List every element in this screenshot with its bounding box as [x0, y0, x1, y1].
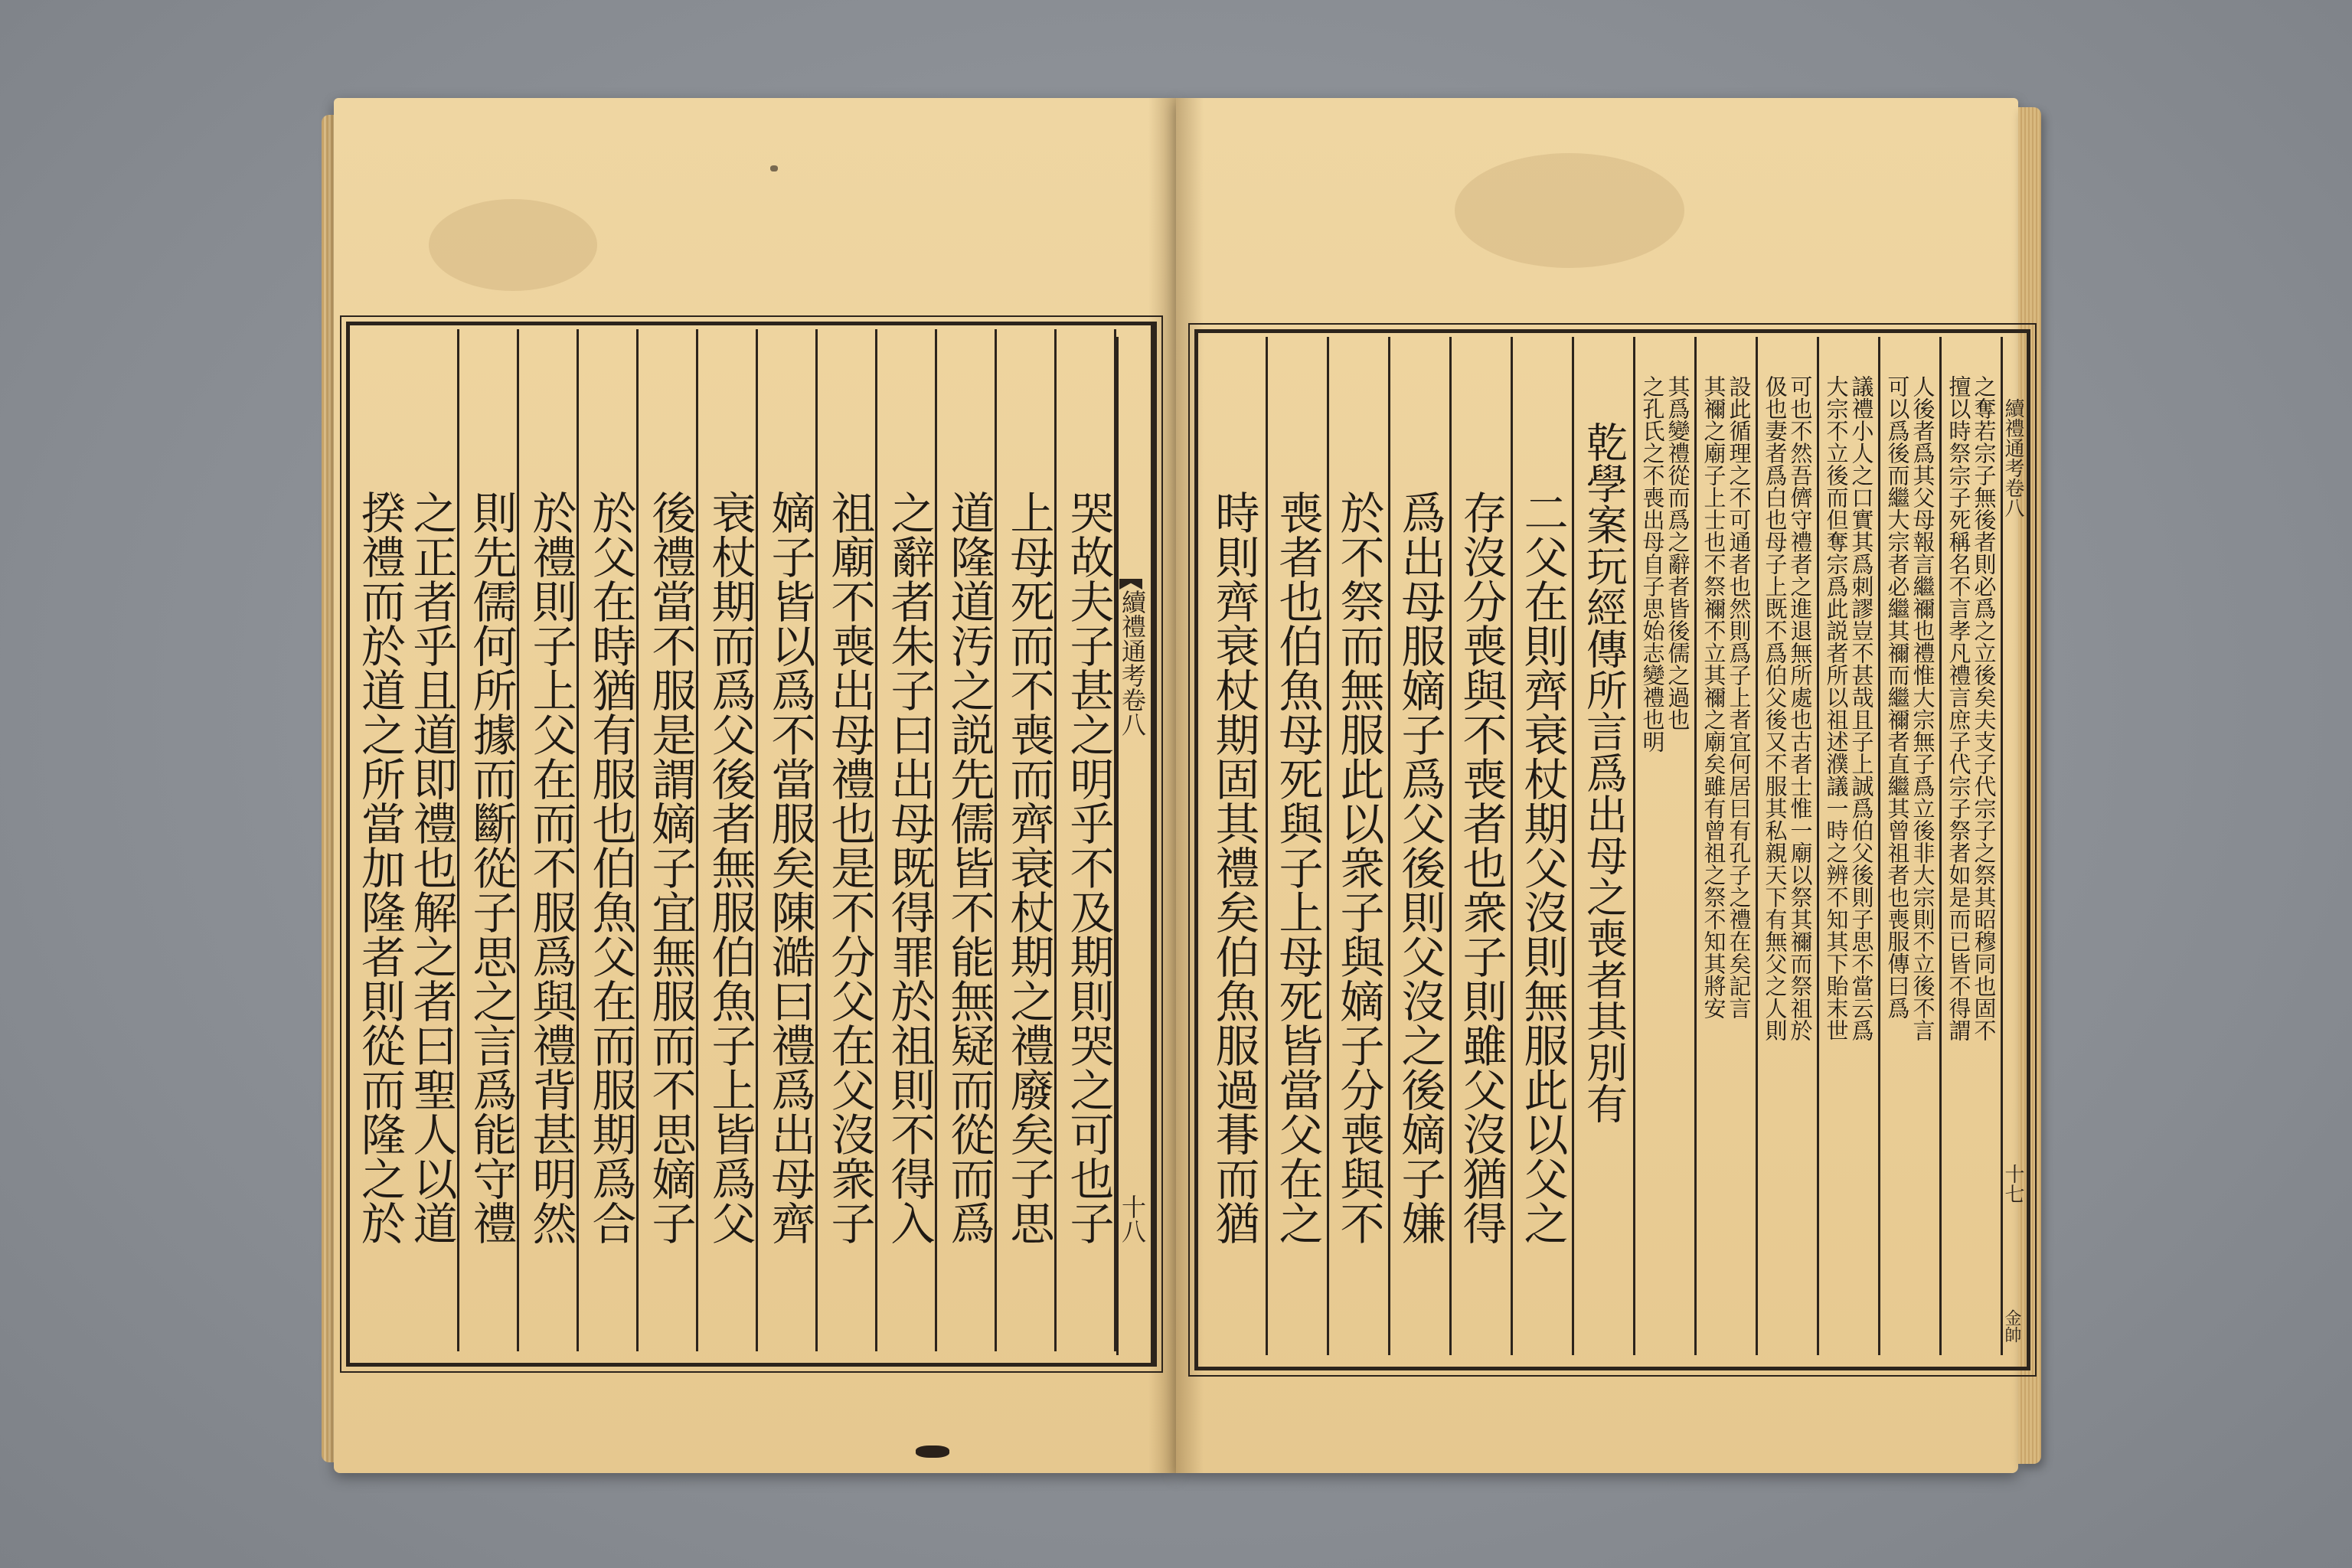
commentary-line: 可也不然吾儕守禮者之進退無所處也古者士惟一廟以祭其禰而祭祖於 [1787, 375, 1814, 1041]
left-column-9 [585, 329, 639, 1351]
commentary-pair [1886, 375, 1934, 1041]
printer-mark: 金帥 [2002, 1309, 2021, 1343]
column-text: 揆禮而於道之所當加隆者則從而隆之於 [354, 490, 406, 1245]
commentary-pair [1825, 375, 1873, 1041]
left-centre-strip [1116, 337, 1148, 1355]
volume-title-fragment: 續禮通考卷八 [2001, 398, 2024, 518]
commentary-line: 其禰之廟子上士也不祭禰不立其禰之廟矣雖有曾祖之祭不知其將安 [1700, 375, 1727, 1019]
column-text: 喪者也伯魚母死與子上母死皆當父在之 [1271, 490, 1324, 1245]
commentary-column-5 [1880, 337, 1942, 1355]
heading-text: 乾學案玩經傳所言爲出母之喪者其別有 [1579, 421, 1628, 1124]
column-text: 爲出母服嫡子爲父後則父沒之後嫡子嫌 [1393, 490, 1446, 1245]
left-column-4 [884, 329, 937, 1351]
column-text: 之辭者朱子曰出母既得罪於祖則不得入 [883, 490, 936, 1245]
column-text: 於父在時猶有服也伯魚父在而服期爲合 [584, 490, 637, 1245]
right-heading-column [1574, 337, 1635, 1355]
right-column-5 [1452, 337, 1513, 1355]
column-text: 於不祭而無服此以衆子與嫡子分喪與不 [1332, 490, 1385, 1245]
column-text: 哭故夫子甚之明乎不及期則哭之可也子 [1062, 490, 1115, 1245]
right-column-4 [1390, 337, 1452, 1355]
leaf-number: 十八 [1118, 1194, 1147, 1243]
column-text: 衰杖期而爲父後者無服伯魚子上皆爲父 [704, 490, 756, 1245]
left-column-1 [1063, 329, 1116, 1351]
volume-title: 續禮通考卷八 [1118, 590, 1147, 737]
commentary-line: 設此循理之不可通者也然則爲子上者宜何居曰有孔子之禮在矣記言 [1726, 375, 1753, 1019]
left-column-3 [943, 329, 997, 1351]
paper-stain [1455, 153, 1684, 268]
commentary-column-3 [1758, 337, 1819, 1355]
commentary-line: 之奪若宗子無後者則必爲之立後矣夫支子代宗子之祭其昭穆同也固不 [1971, 375, 1998, 1041]
commentary-line: 議禮小人之口實其爲刺謬豈不甚哉且子上誠爲伯父後則子思不當云爲 [1848, 375, 1875, 1041]
left-column-11 [466, 329, 519, 1351]
left-column-13 [354, 329, 406, 1351]
ink-speck [770, 165, 778, 172]
commentary-column-4 [1819, 337, 1880, 1355]
column-text: 於禮則子上父在而不服爲與禮背甚明然 [524, 490, 577, 1245]
column-text: 嫡子皆以爲不當服矣陳澔曰禮爲出母齊 [763, 490, 816, 1245]
right-column-2 [1268, 337, 1329, 1355]
column-text: 時則齊衰杖期固其禮矣伯魚服過朞而猶 [1207, 490, 1260, 1245]
column-text: 祖廟不喪出母禮也是不分父在父沒衆子 [823, 490, 876, 1245]
commentary-line: 伋也妻者爲白也母子上既不爲伯父後又不服其私親天下有無父之人則 [1762, 375, 1788, 1041]
left-column-7 [704, 329, 758, 1351]
left-column-5 [824, 329, 877, 1351]
paper-stain [429, 199, 597, 291]
commentary-line: 大宗不立後而但奪宗爲此説者所以祖述濮議一時之辨不知其下貽末世 [1823, 375, 1850, 1041]
left-column-8 [645, 329, 698, 1351]
commentary-line: 之孔氏之不喪出母自子思始志變禮也明 [1639, 375, 1666, 753]
commentary-line: 可以爲後而繼大宗者必繼其禰而繼禰者直繼其曾祖者也喪服傳曰爲 [1884, 375, 1911, 1019]
left-column-2 [1003, 329, 1057, 1351]
left-column-6 [764, 329, 818, 1351]
commentary-line: 其爲變禮從而爲之辭者皆後儒之過也 [1664, 375, 1691, 730]
column-text: 二父在則齊衰杖期父沒則無服此以父之 [1516, 490, 1569, 1245]
commentary-pair [1639, 375, 1691, 753]
commentary-pair [1762, 375, 1814, 1041]
commentary-pair [1945, 375, 1998, 1041]
column-text: 之正者乎且道即禮也解之者曰聖人以道 [405, 490, 458, 1245]
column-text: 存沒分喪與不喪者也衆子則雖父沒猶得 [1455, 490, 1508, 1245]
column-text: 則先儒何所據而斷從子思之言爲能守禮 [465, 490, 518, 1245]
column-text: 上母死而不喪而齊衰杖期之禮廢矣子思 [1002, 490, 1055, 1245]
column-text: 後禮當不服是謂嫡子宜無服而不思嫡子 [644, 490, 697, 1245]
left-column-10 [525, 329, 579, 1351]
commentary-column-1 [1635, 337, 1697, 1355]
ink-blot [916, 1446, 949, 1458]
commentary-line: 人後者爲其父母報言繼禰也禮惟大宗無子爲立後非大宗則不立後不言 [1909, 375, 1936, 1041]
right-column-3 [1329, 337, 1390, 1355]
left-column-12 [406, 329, 459, 1351]
commentary-column-6 [1942, 337, 2003, 1355]
commentary-column-2 [1697, 337, 1758, 1355]
right-column-1 [1202, 337, 1268, 1355]
commentary-line: 擅以時祭宗子死稱名不言孝凡禮言庶子代宗子祭者如是而已皆不得謂 [1945, 375, 1972, 1041]
commentary-pair [1700, 375, 1753, 1019]
right-centre-strip [2001, 337, 2024, 1355]
right-column-6 [1513, 337, 1574, 1355]
leaf-number-fragment: 十七 [2001, 1164, 2024, 1204]
column-text: 道隆道汚之説先儒皆不能無疑而從而爲 [942, 490, 995, 1245]
